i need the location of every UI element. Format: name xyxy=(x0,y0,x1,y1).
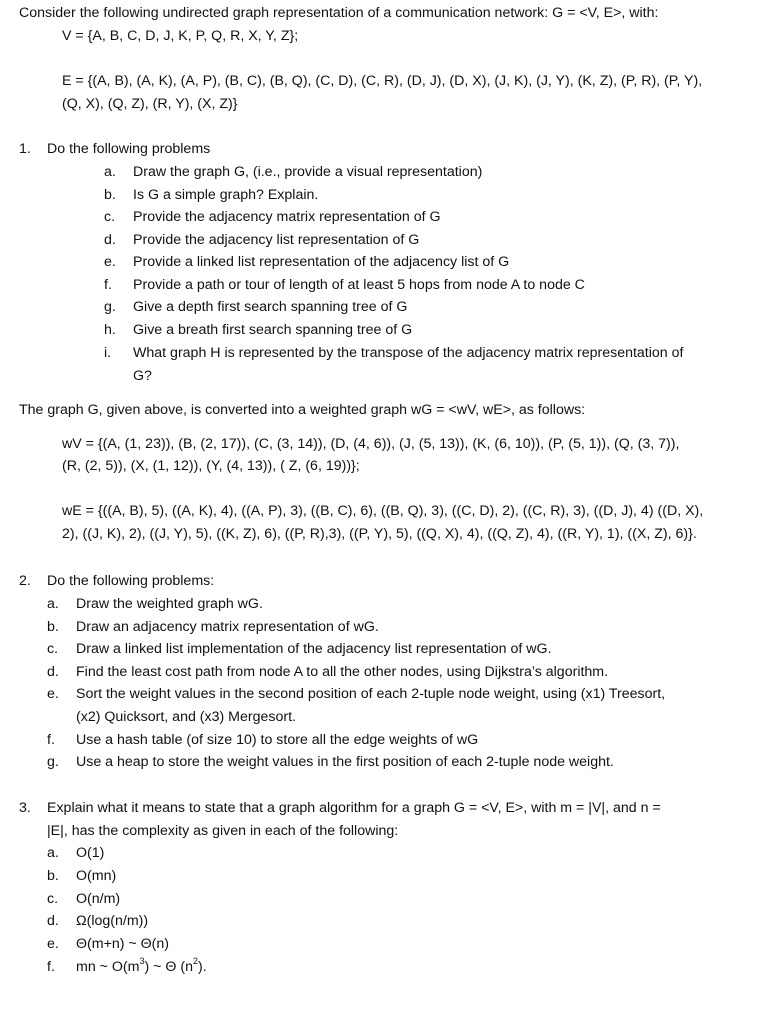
item-text: O(1) xyxy=(76,845,105,861)
item-marker: e. xyxy=(104,254,116,270)
question-text: Do the following problems xyxy=(47,141,211,157)
question-3-item-e xyxy=(0,933,761,955)
item-text: Use a hash table (of size 10) to store all the edge weights of wG xyxy=(76,732,479,748)
question-2-heading xyxy=(0,570,761,592)
question-2-item-a xyxy=(0,593,761,615)
question-2-item-b xyxy=(0,616,761,638)
question-text: Do the following problems: xyxy=(47,573,215,589)
question-1-item-i-continued xyxy=(0,365,761,387)
question-3-item-f xyxy=(0,956,761,978)
question-3-heading-continued xyxy=(0,820,761,842)
question-1-item-d xyxy=(0,229,761,251)
edge-set-line-1: E = {(A, B), (A, K), (A, P), (B, C), (B, Q), (C, D), (C, R), (D, J), (D, X), (J, K), (J, Y), (K, Z), (P, R), (P, Y), xyxy=(62,73,703,89)
question-1-item-b xyxy=(0,184,761,206)
item-marker: f. xyxy=(47,959,55,975)
question-text: Explain what it means to state that a graph algorithm for a graph G = <V, E>, with m = |V|, and n = xyxy=(47,800,661,816)
question-2-item-e-continued xyxy=(0,706,761,728)
item-text: Provide the adjacency list representation of G xyxy=(133,232,420,248)
item-text-continued: G? xyxy=(133,368,152,384)
expression-part: ) ~ Θ (n xyxy=(144,959,193,975)
item-marker: d. xyxy=(47,913,59,929)
weighted-vertex-set-line-1: wV = {(A, (1, 23)), (B, (2, 17)), (C, (3, 14)), (D, (4, 6)), (J, (5, 13)), (K, (6, 10)), (P, (5, 1)), (Q, (3, 7)), xyxy=(62,436,680,452)
question-1-item-a xyxy=(0,161,761,183)
item-marker: f. xyxy=(104,277,112,293)
item-marker: a. xyxy=(104,164,116,180)
item-marker: g. xyxy=(104,299,116,315)
question-1-item-h xyxy=(0,319,761,341)
item-text: Give a breath first search spanning tree of G xyxy=(133,322,413,338)
question-2-item-e xyxy=(0,683,761,705)
item-text: Θ(m+n) ~ Θ(n) xyxy=(76,936,170,952)
item-text: Use a heap to store the weight values in the first position of each 2-tuple node weight. xyxy=(76,754,614,770)
item-text: Provide a linked list representation of the adjacency list of G xyxy=(133,254,510,270)
item-text: Is G a simple graph? Explain. xyxy=(133,187,319,203)
question-1-item-c xyxy=(0,206,761,228)
item-text: Draw the graph G, (i.e., provide a visual representation) xyxy=(133,164,483,180)
vertex-set: V = {A, B, C, D, J, K, P, Q, R, X, Y, Z}; xyxy=(62,28,299,44)
question-number: 1. xyxy=(19,141,31,157)
item-marker: c. xyxy=(104,209,116,225)
question-1-item-g xyxy=(0,296,761,318)
item-text xyxy=(76,956,207,979)
weighted-vertex-set-line-2: (R, (2, 5)), (X, (1, 12)), (Y, (4, 13)), ( Z, (6, 19))}; xyxy=(62,458,360,474)
weighted-edge-set-line-2: 2), ((J, K), 2), ((J, Y), 5), ((K, Z), 6), ((P, R),3), ((P, Y), 5), ((Q, X), 4), ((Q, Z), 4), ((R, Y), 1), ((X, Z), 6)}. xyxy=(62,526,697,542)
item-text: Draw the weighted graph wG. xyxy=(76,596,263,612)
question-1-item-f xyxy=(0,274,761,296)
question-3-item-b xyxy=(0,865,761,887)
item-marker: h. xyxy=(104,322,116,338)
question-1-item-i xyxy=(0,342,761,364)
question-2-item-c xyxy=(0,638,761,660)
superscript: 2 xyxy=(192,956,198,967)
item-marker: c. xyxy=(47,641,59,657)
item-text: Find the least cost path from node A to all the other nodes, using Dijkstra’s algorithm. xyxy=(76,664,609,680)
edge-set-line-2: (Q, X), (Q, Z), (R, Y), (X, Z)} xyxy=(62,96,238,112)
item-marker: d. xyxy=(47,664,59,680)
item-marker: c. xyxy=(47,891,59,907)
item-text: O(n/m) xyxy=(76,891,121,907)
item-text: Provide the adjacency matrix representation of G xyxy=(133,209,441,225)
question-3-heading xyxy=(0,797,761,819)
question-2-item-d xyxy=(0,661,761,683)
item-text: O(mn) xyxy=(76,868,117,884)
question-2-item-g xyxy=(0,751,761,773)
item-text-continued: (x2) Quicksort, and (x3) Mergesort. xyxy=(76,709,296,725)
item-text: Draw a linked list implementation of the adjacency list representation of wG. xyxy=(76,641,552,657)
weighted-edge-set-line-1: wE = {((A, B), 5), ((A, K), 4), ((A, P), 3), ((B, C), 6), ((B, Q), 3), ((C, D), 2), ((C, R), 3), ((D, J), 4) ((D, X), xyxy=(62,503,704,519)
expression-part: ). xyxy=(198,959,207,975)
item-text: What graph H is represented by the transpose of the adjacency matrix representation of xyxy=(133,345,684,361)
item-marker: f. xyxy=(47,732,55,748)
item-marker: b. xyxy=(104,187,116,203)
item-text: Draw an adjacency matrix representation of wG. xyxy=(76,619,379,635)
item-marker: e. xyxy=(47,936,59,952)
question-1-heading xyxy=(0,138,761,160)
expression-part: mn ~ O(m xyxy=(76,959,140,975)
item-text: Sort the weight values in the second position of each 2-tuple node weight, using (x1) Treesort, xyxy=(76,686,666,702)
question-1-item-e xyxy=(0,251,761,273)
item-marker: b. xyxy=(47,868,59,884)
item-marker: d. xyxy=(104,232,116,248)
question-2-item-f xyxy=(0,729,761,751)
item-marker: e. xyxy=(47,686,59,702)
question-text-continued: |E|, has the complexity as given in each of the following: xyxy=(47,823,399,839)
item-text: Give a depth first search spanning tree of G xyxy=(133,299,408,315)
item-marker: i. xyxy=(104,345,112,361)
item-marker: b. xyxy=(47,619,59,635)
question-3-item-c xyxy=(0,888,761,910)
intro-text: Consider the following undirected graph representation of a communication network: G = <V, E>, with: xyxy=(19,5,659,21)
item-marker: a. xyxy=(47,845,59,861)
question-number: 2. xyxy=(19,573,31,589)
superscript: 3 xyxy=(139,956,145,967)
item-text: Provide a path or tour of length of at least 5 hops from node A to node C xyxy=(133,277,585,293)
item-marker: a. xyxy=(47,596,59,612)
question-number: 3. xyxy=(19,800,31,816)
item-marker: g. xyxy=(47,754,59,770)
question-3-item-d xyxy=(0,910,761,932)
weighted-graph-intro: The graph G, given above, is converted into a weighted graph wG = <wV, wE>, as follows: xyxy=(19,402,586,418)
item-text: Ω(log(n/m)) xyxy=(76,913,149,929)
question-3-item-a xyxy=(0,842,761,864)
